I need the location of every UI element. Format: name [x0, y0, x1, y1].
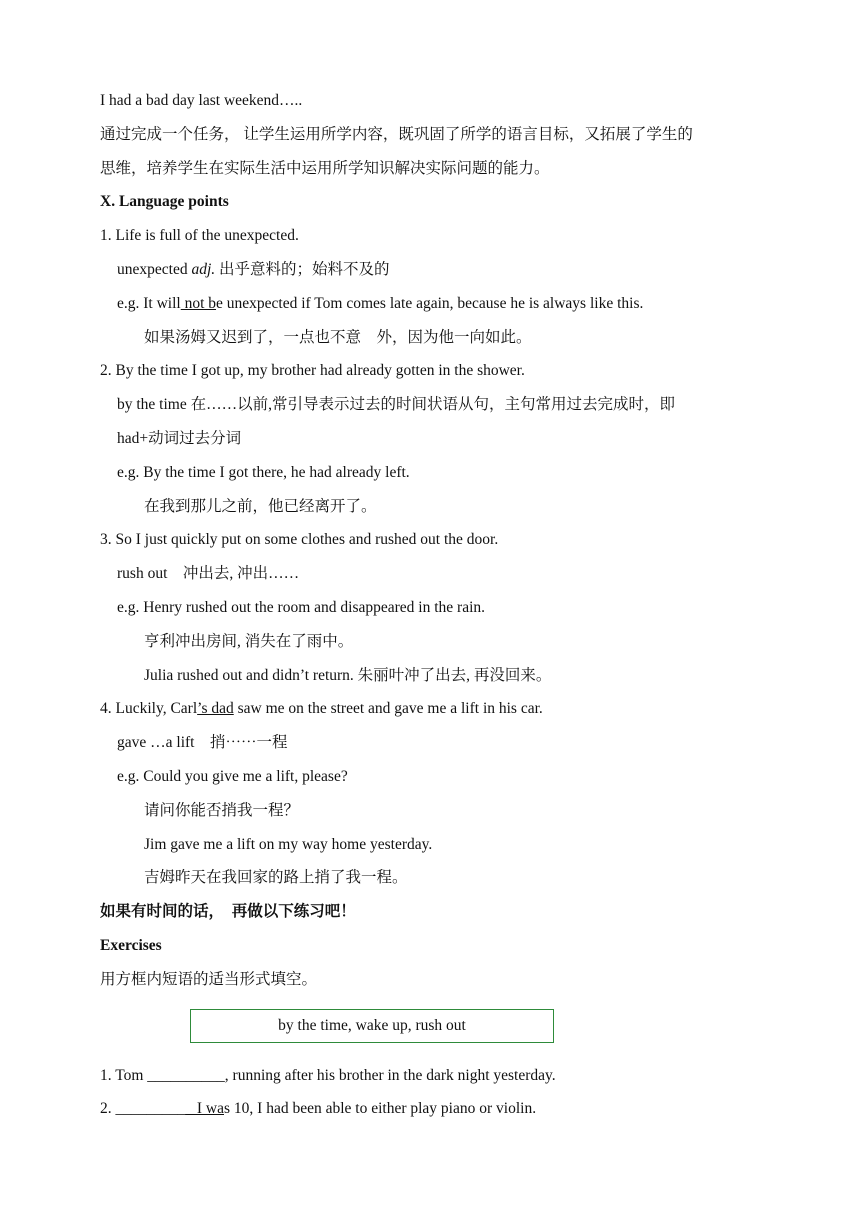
point-3-sentence: 3. So I just quickly put on some clothes and rushed out the door.	[100, 531, 499, 549]
point-3-example: e.g. Henry rushed out the room and disappeared in the rain.	[117, 598, 486, 616]
vocab-meaning: 出乎意料的；始料不及的	[215, 260, 390, 278]
exercise-question-2	[100, 1092, 780, 1126]
extra-heading: 如果有时间的话， 再做以下练习吧！	[100, 903, 356, 921]
point-1-sentence: 1. Life is full of the unexpected.	[100, 227, 299, 245]
phrase-box-row	[100, 997, 780, 1059]
section-title: X. Language points	[100, 193, 229, 211]
exercise-question-1: 1. Tom __________, running after his brother in the dark night yesterday.	[100, 1066, 556, 1084]
example-text: e.g. It will	[117, 294, 181, 312]
question-text-rest: s 10, I had been able to either play piano or violin.	[224, 1100, 537, 1118]
sentence-text-rest: saw me on the street and gave me a lift in his car.	[233, 700, 543, 718]
point-2-sentence: 2. By the time I got up, my brother had already gotten in the shower.	[100, 362, 525, 380]
phrase-box: by the time, wake up, rush out	[190, 1009, 554, 1043]
exercises-title: Exercises	[100, 936, 162, 954]
part-of-speech: adj.	[191, 260, 216, 278]
point-2-note-cont: had+动词过去分词	[117, 429, 242, 447]
point-4-example-2: Jim gave me a lift on my way home yesterday.	[144, 835, 433, 853]
point-1-vocab	[100, 253, 780, 287]
point-4-note: gave …a lift 捎⋯⋯一程	[117, 734, 288, 752]
sentence-text: 4. Luckily, Carl	[100, 700, 198, 718]
intro-cn-line: 通过完成一个任务， 让学生运用所学内容，既巩固了所学的语言目标，又拓展了学生的	[100, 125, 693, 143]
underlined-text: _ I wa	[185, 1100, 224, 1118]
underlined-text: ’s dad	[197, 700, 234, 718]
point-4-example-cn: 请问你能否捎我一程？	[144, 801, 300, 819]
point-4-sentence	[100, 692, 780, 726]
point-3-example-cn: 亨利冲出房间, 消失在了雨中。	[144, 632, 354, 650]
underlined-text: not b	[180, 294, 217, 312]
point-2-example-cn: 在我到那儿之前，他已经离开了。	[144, 497, 377, 515]
intro-line: I had a bad day last weekend…..	[100, 92, 303, 109]
vocab-word: unexpected	[117, 260, 192, 278]
exercises-instruction: 用方框内短语的适当形式填空。	[100, 970, 318, 988]
document-page	[100, 84, 780, 1126]
point-1-example	[100, 287, 780, 321]
point-1-example-cn: 如果汤姆又迟到了，一点也不意 外，因为他一向如此。	[144, 328, 532, 346]
point-2-example: e.g. By the time I got there, he had already left.	[117, 463, 410, 481]
point-3-note: rush out 冲出去, 冲出……	[117, 565, 300, 583]
point-4-example-2-cn: 吉姆昨天在我回家的路上捎了我一程。	[144, 869, 408, 887]
example-text-rest: e unexpected if Tom comes late again, because he is always like this.	[216, 294, 644, 312]
question-text: 2. _________	[100, 1100, 186, 1118]
point-3-example-2: Julia rushed out and didn’t return. 朱丽叶冲了出去, 再没回来。	[144, 666, 552, 684]
point-4-example: e.g. Could you give me a lift, please?	[117, 767, 348, 785]
intro-cn-line-2: 思维，培养学生在实际生活中运用所学知识解决实际问题的能力。	[100, 159, 550, 177]
point-2-note: by the time 在……以前,常引导表示过去的时间状语从句，主句常用过去完成时，即	[117, 396, 675, 414]
